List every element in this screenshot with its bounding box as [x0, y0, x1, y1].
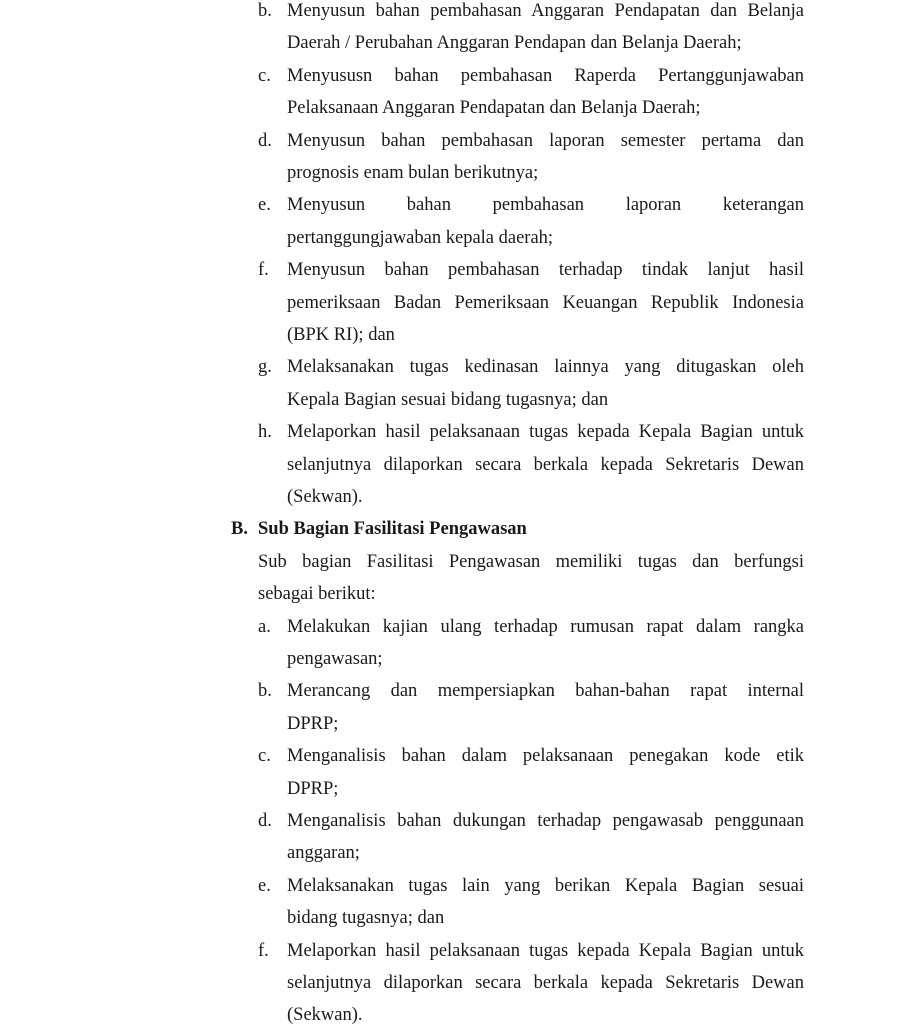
list-item-line: Menyususn bahan pembahasan Raperda Pertanggunjawaban	[287, 65, 804, 86]
list-item-line: Menyusun bahan pembahasan Anggaran Pendapatan dan Belanja	[287, 1, 804, 21]
list-item-line: selanjutnya dilaporkan secara berkala kepada Sekretaris Dewan	[287, 454, 804, 475]
list-item-line: Daerah / Perubahan Anggaran Pendapan dan Belanja Daerah;	[287, 33, 742, 54]
list-marker: a.	[258, 616, 271, 637]
list-item-line: selanjutnya dilaporkan secara berkala kepada Sekretaris Dewan	[287, 973, 804, 993]
section-intro-line: sebagai berikut:	[258, 584, 376, 605]
list-item-line: Merancang dan mempersiapkan bahan-bahan rapat internal	[287, 681, 804, 702]
list-marker: h.	[258, 422, 272, 443]
section-heading: Sub Bagian Fasilitasi Pengawasan	[258, 519, 527, 540]
list-item-line: bidang tugasnya; dan	[287, 908, 445, 929]
list-marker: c.	[258, 65, 271, 86]
list-item-line: anggaran;	[287, 843, 360, 864]
list-marker: b.	[258, 1, 272, 21]
list-marker: e.	[258, 875, 271, 896]
list-item-line: pemeriksaan Badan Pemeriksaan Keuangan Republik Indonesia	[287, 292, 804, 313]
list-marker: f.	[258, 940, 269, 961]
list-item-line: Melakukan kajian ulang terhadap rumusan rapat dalam rangka	[287, 616, 804, 637]
list-item-line: (Sekwan).	[287, 1005, 363, 1026]
list-item-line: (BPK RI); dan	[287, 325, 395, 345]
list-marker: d.	[258, 811, 272, 831]
list-marker: g.	[258, 357, 272, 378]
list-item-line: Menganalisis bahan dalam pelaksanaan penegakan kode etik	[287, 746, 804, 767]
section-intro-line: Sub bagian Fasilitasi Pengawasan memiliki tugas dan berfungsi	[258, 551, 804, 572]
list-marker: b.	[258, 681, 272, 702]
section-marker: B.	[231, 519, 248, 540]
list-item-line: Melaporkan hasil pelaksanaan tugas kepada Kepala Bagian untuk	[287, 422, 804, 443]
list-item-line: pengawasan;	[287, 649, 383, 669]
list-item-line: prognosis enam bulan berikutnya;	[287, 163, 539, 183]
list-item-line: Menyusun bahan pembahasan laporan semester pertama dan	[287, 130, 804, 151]
list-marker: f.	[258, 260, 269, 281]
list-item-line: Menganalisis bahan dukungan terhadap pengawasab penggunaan	[287, 811, 804, 831]
list-item-line: Pelaksanaan Anggaran Pendapatan dan Belanja Daerah;	[287, 98, 701, 119]
list-item-line: DPRP;	[287, 778, 339, 799]
list-marker: d.	[258, 130, 272, 151]
list-marker: e.	[258, 195, 271, 216]
list-marker: c.	[258, 746, 271, 767]
list-item-line: Kepala Bagian sesuai bidang tugasnya; dan	[287, 389, 609, 410]
list-item-line: pertanggungjawaban kepala daerah;	[287, 227, 554, 248]
list-item-line: (Sekwan).	[287, 487, 363, 507]
list-item-line: Menyusun bahan pembahasan laporan keterangan	[287, 195, 804, 216]
list-item-line: DPRP;	[287, 713, 339, 734]
list-item-line: Menyusun bahan pembahasan terhadap tindak lanjut hasil	[287, 260, 804, 281]
list-item-line: Melaksanakan tugas kedinasan lainnya yang ditugaskan oleh	[287, 357, 804, 378]
list-item-line: Melaksanakan tugas lain yang berikan Kepala Bagian sesuai	[287, 875, 804, 896]
list-item-line: Melaporkan hasil pelaksanaan tugas kepada Kepala Bagian untuk	[287, 940, 804, 961]
